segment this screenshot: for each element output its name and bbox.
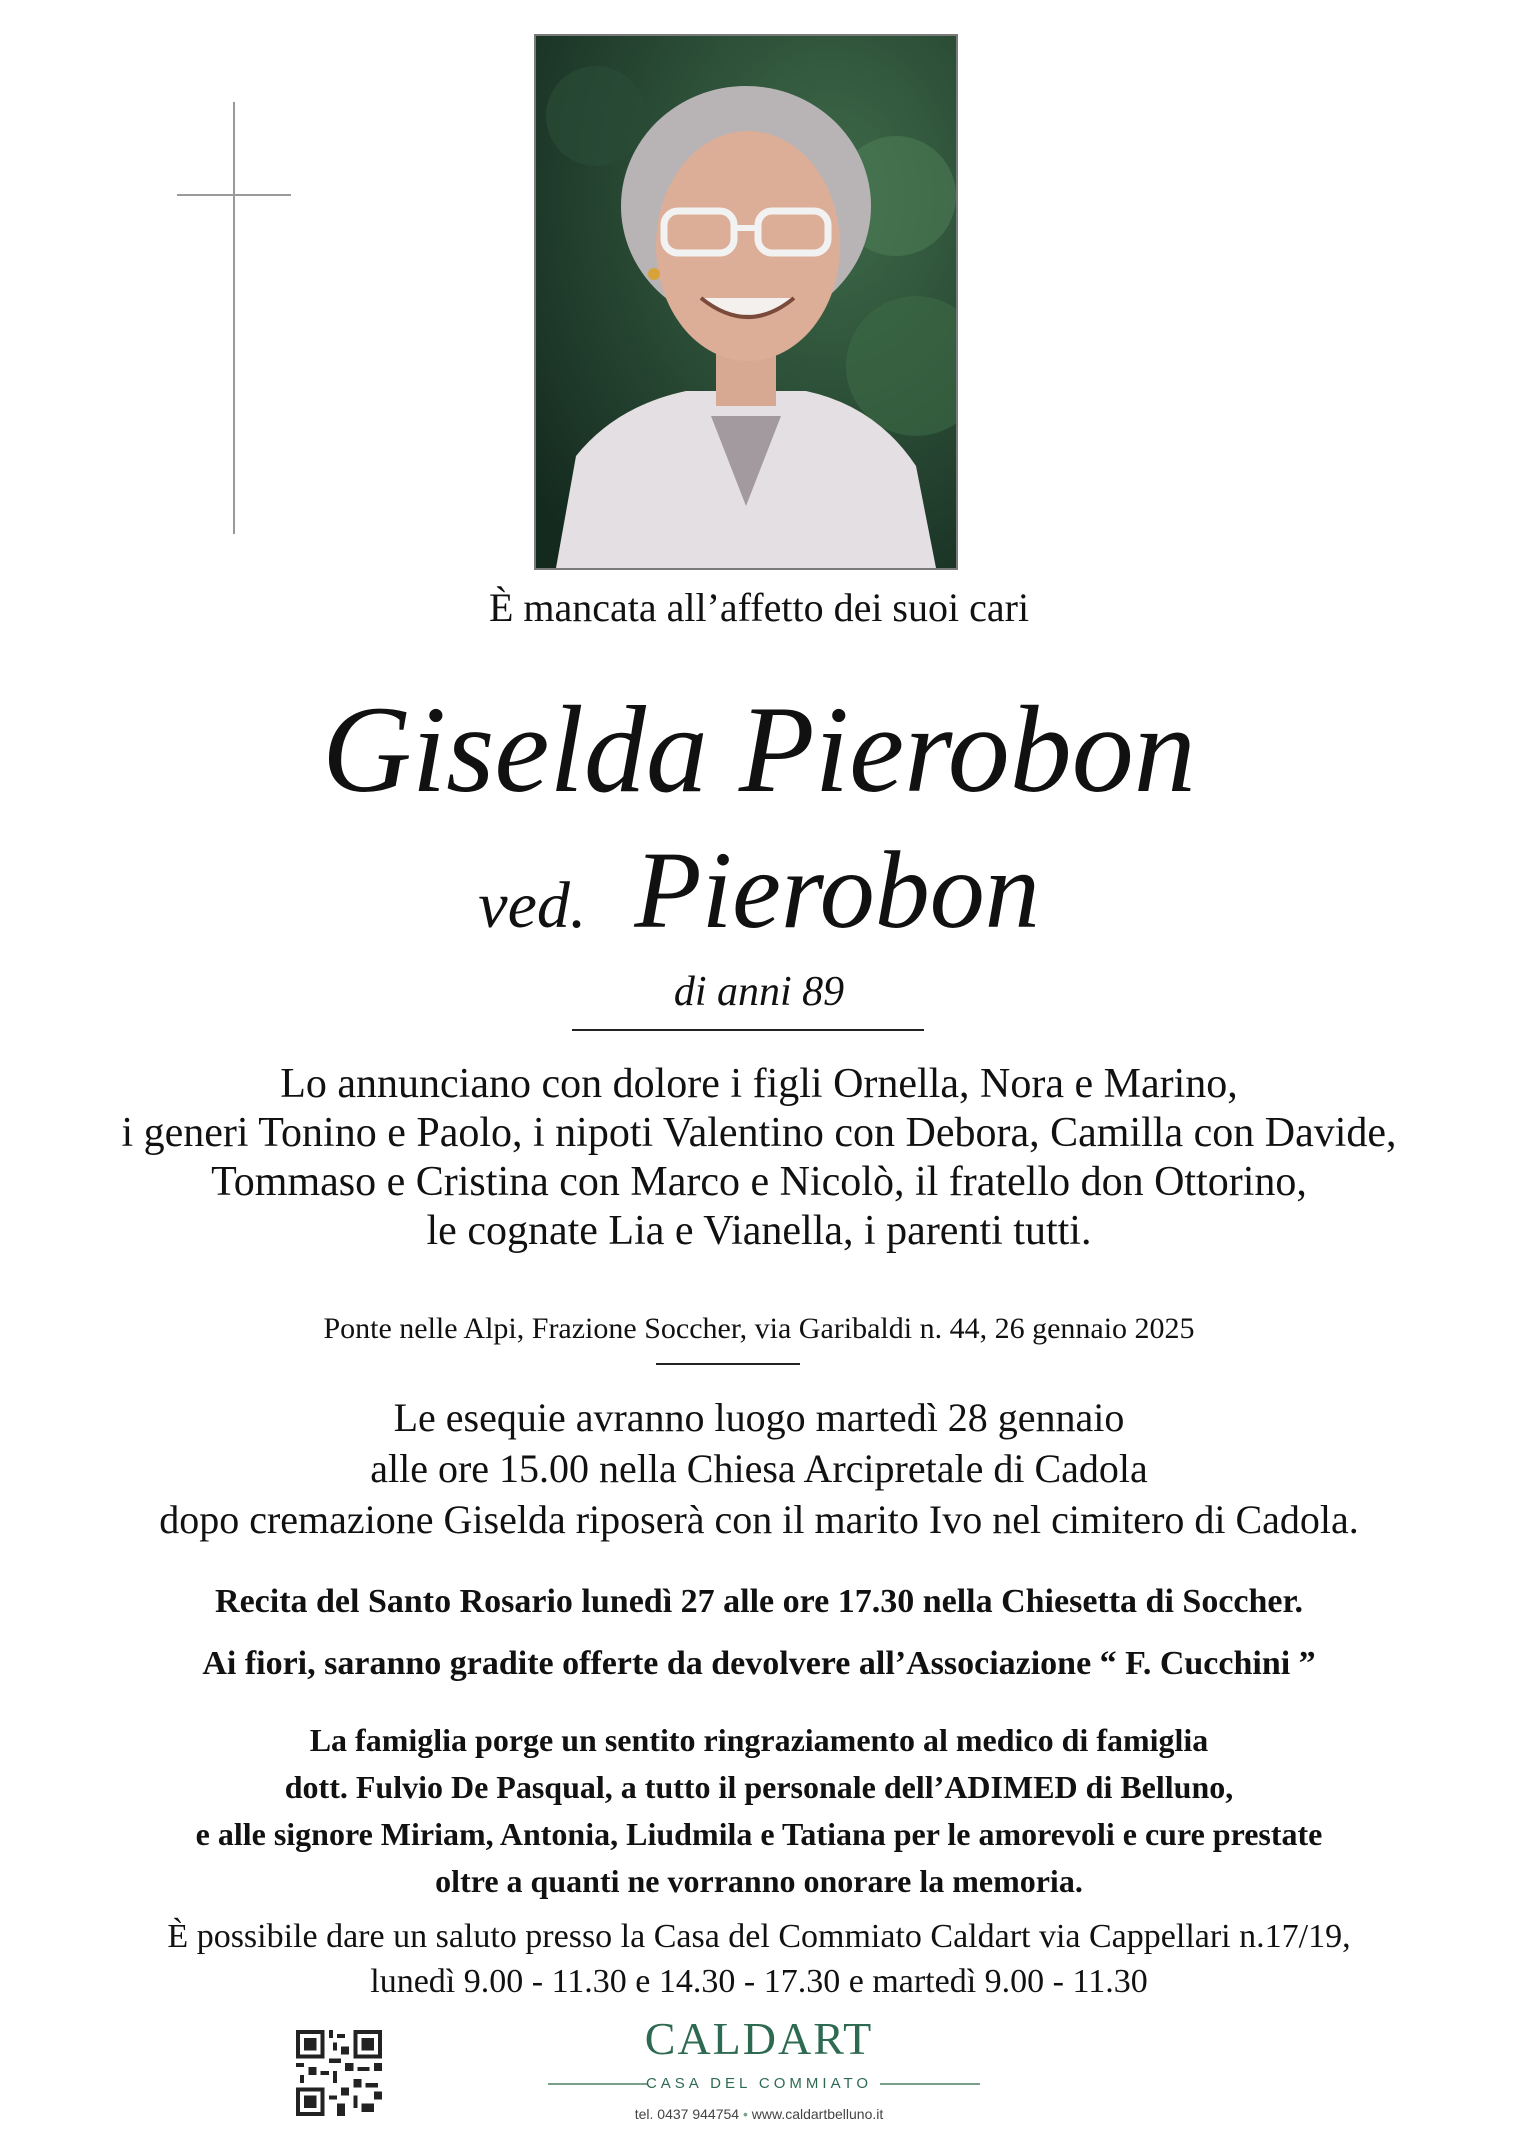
thanks-line: dott. Fulvio De Pasqual, a tutto il personale dell’ADIMED di Belluno, bbox=[284, 1769, 1234, 1805]
funeral-line: Le esequie avranno luogo martedì 28 gennaio bbox=[393, 1395, 1125, 1440]
logo-contact bbox=[0, 2104, 1518, 2124]
announcement-line: Tommaso e Cristina con Marco e Nicolò, il fratello don Ottorino, bbox=[211, 1159, 1307, 1205]
logo-tagline: CASA DEL COMMIATO bbox=[645, 2075, 873, 2092]
flowers-text: Ai fiori, saranno gradite offerte da devolvere all’Associazione “ F. Cucchini ” bbox=[202, 1645, 1316, 1682]
divider bbox=[572, 1029, 924, 1031]
cross-icon-horizontal bbox=[177, 194, 291, 196]
portrait-photo bbox=[534, 34, 958, 570]
widow-prefix: ved. bbox=[478, 869, 587, 942]
announcement-block bbox=[0, 1060, 1518, 1256]
intro-text: È mancata all’affetto dei suoi cari bbox=[488, 585, 1030, 630]
thanks-line: La famiglia porge un sentito ringraziamento al medico di famiglia bbox=[309, 1722, 1209, 1758]
rosary-text: Recita del Santo Rosario lunedì 27 alle ore 17.30 nella Chiesetta di Soccher. bbox=[215, 1583, 1303, 1620]
deceased-name: Giselda Pierobon bbox=[322, 681, 1196, 818]
funeral-line: dopo cremazione Giselda riposerà con il marito Ivo nel cimitero di Cadola. bbox=[159, 1497, 1359, 1542]
funeral-line: alle ore 15.00 nella Chiesa Arcipretale di Cadola bbox=[370, 1446, 1148, 1491]
visiting-line: È possibile dare un saluto presso la Casa del Commiato Caldart via Cappellari n.17/19, bbox=[167, 1918, 1351, 1955]
married-name-line bbox=[0, 829, 1518, 978]
place-date: Ponte nelle Alpi, Frazione Soccher, via Garibaldi n. 44, 26 gennaio 2025 bbox=[323, 1312, 1195, 1345]
cross-icon-vertical bbox=[233, 102, 235, 534]
logo-brand: CALDART bbox=[644, 2013, 874, 2064]
thanks-block bbox=[0, 1717, 1518, 1905]
phone-text: tel. 0437 944754 bbox=[634, 2106, 740, 2122]
caldart-logo[interactable] bbox=[0, 2012, 1518, 2066]
website-link[interactable]: www.caldartbelluno.it bbox=[751, 2106, 884, 2122]
visiting-line: lunedì 9.00 - 11.30 e 14.30 - 17.30 e martedì 9.00 - 11.30 bbox=[370, 1963, 1148, 2000]
age-text: di anni 89 bbox=[673, 969, 845, 1015]
thanks-line: oltre a quanti ne vorranno onorare la memoria. bbox=[435, 1863, 1083, 1899]
funeral-block bbox=[0, 1392, 1518, 1545]
visiting-block bbox=[0, 1914, 1518, 2004]
announcement-line: Lo annunciano con dolore i figli Ornella, Nora e Marino, bbox=[280, 1061, 1238, 1107]
married-surname: Pierobon bbox=[634, 829, 1040, 951]
separator-dot: • bbox=[742, 2106, 752, 2122]
announcement-line: le cognate Lia e Vianella, i parenti tutti. bbox=[426, 1208, 1092, 1254]
thanks-line: e alle signore Miriam, Antonia, Liudmila e Tatiana per le amorevoli e cure prestate bbox=[195, 1816, 1323, 1852]
divider bbox=[656, 1363, 800, 1365]
announcement-line: i generi Tonino e Paolo, i nipoti Valentino con Debora, Camilla con Davide, bbox=[121, 1110, 1397, 1156]
portrait-illustration bbox=[536, 36, 956, 568]
